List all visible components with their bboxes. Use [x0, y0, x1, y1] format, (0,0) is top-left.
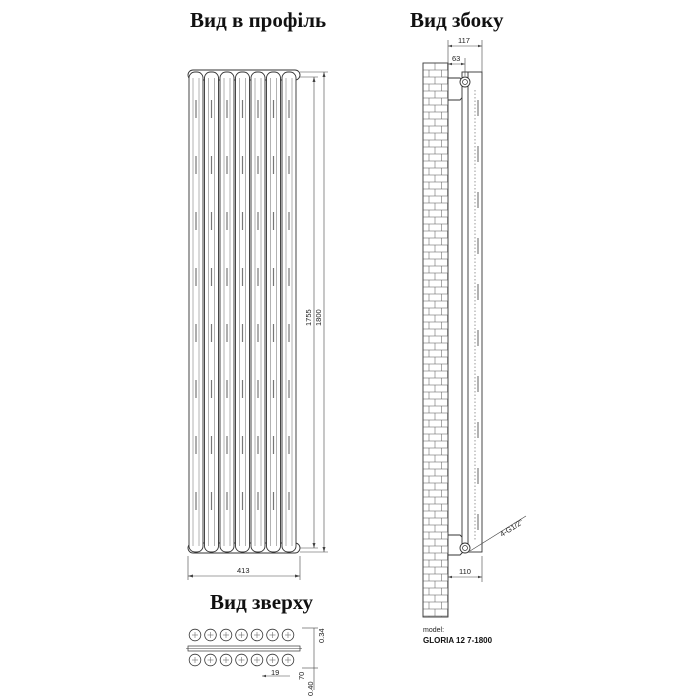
dimension-heights: [300, 72, 328, 552]
connection-label: 4-G1/2": [498, 517, 525, 539]
dim-040: 0.40: [306, 681, 315, 696]
top-valve-icon: [460, 77, 470, 87]
dim-19: 19: [271, 668, 280, 677]
model-label: model:: [423, 627, 445, 634]
dim-413: 413: [237, 566, 250, 575]
dim-117: 117: [458, 36, 470, 45]
dim-1800: 1800: [314, 309, 323, 326]
radiator-tube: [220, 72, 234, 552]
radiator-tube: [189, 72, 203, 552]
bottom-valve-icon: [460, 543, 470, 553]
dim-034: 0.34: [317, 628, 326, 643]
radiator-tube: [236, 72, 250, 552]
radiator-tube: [267, 72, 281, 552]
radiator-tube: [251, 72, 265, 552]
radiator-side-view: [448, 72, 482, 555]
title-top-view: Вид зверху: [210, 590, 313, 614]
dim-110: 110: [459, 567, 471, 576]
dim-70: 70: [297, 671, 306, 680]
dim-63: 63: [452, 54, 461, 63]
model-name: GLORIA 12 7-1800: [423, 636, 493, 645]
radiator-tubes: [189, 72, 296, 552]
side-dimensions: [448, 36, 526, 582]
brick-wall: [423, 63, 448, 617]
radiator-top-view: [186, 629, 302, 666]
dimension-width: [188, 556, 300, 580]
radiator-front-view: [188, 70, 300, 553]
title-profile-view: Вид в профіль: [190, 8, 327, 32]
radiator-tube: [205, 72, 219, 552]
title-side-view: Вид збоку: [410, 8, 504, 32]
radiator-tube: [282, 72, 296, 552]
dim-1755: 1755: [304, 309, 313, 326]
